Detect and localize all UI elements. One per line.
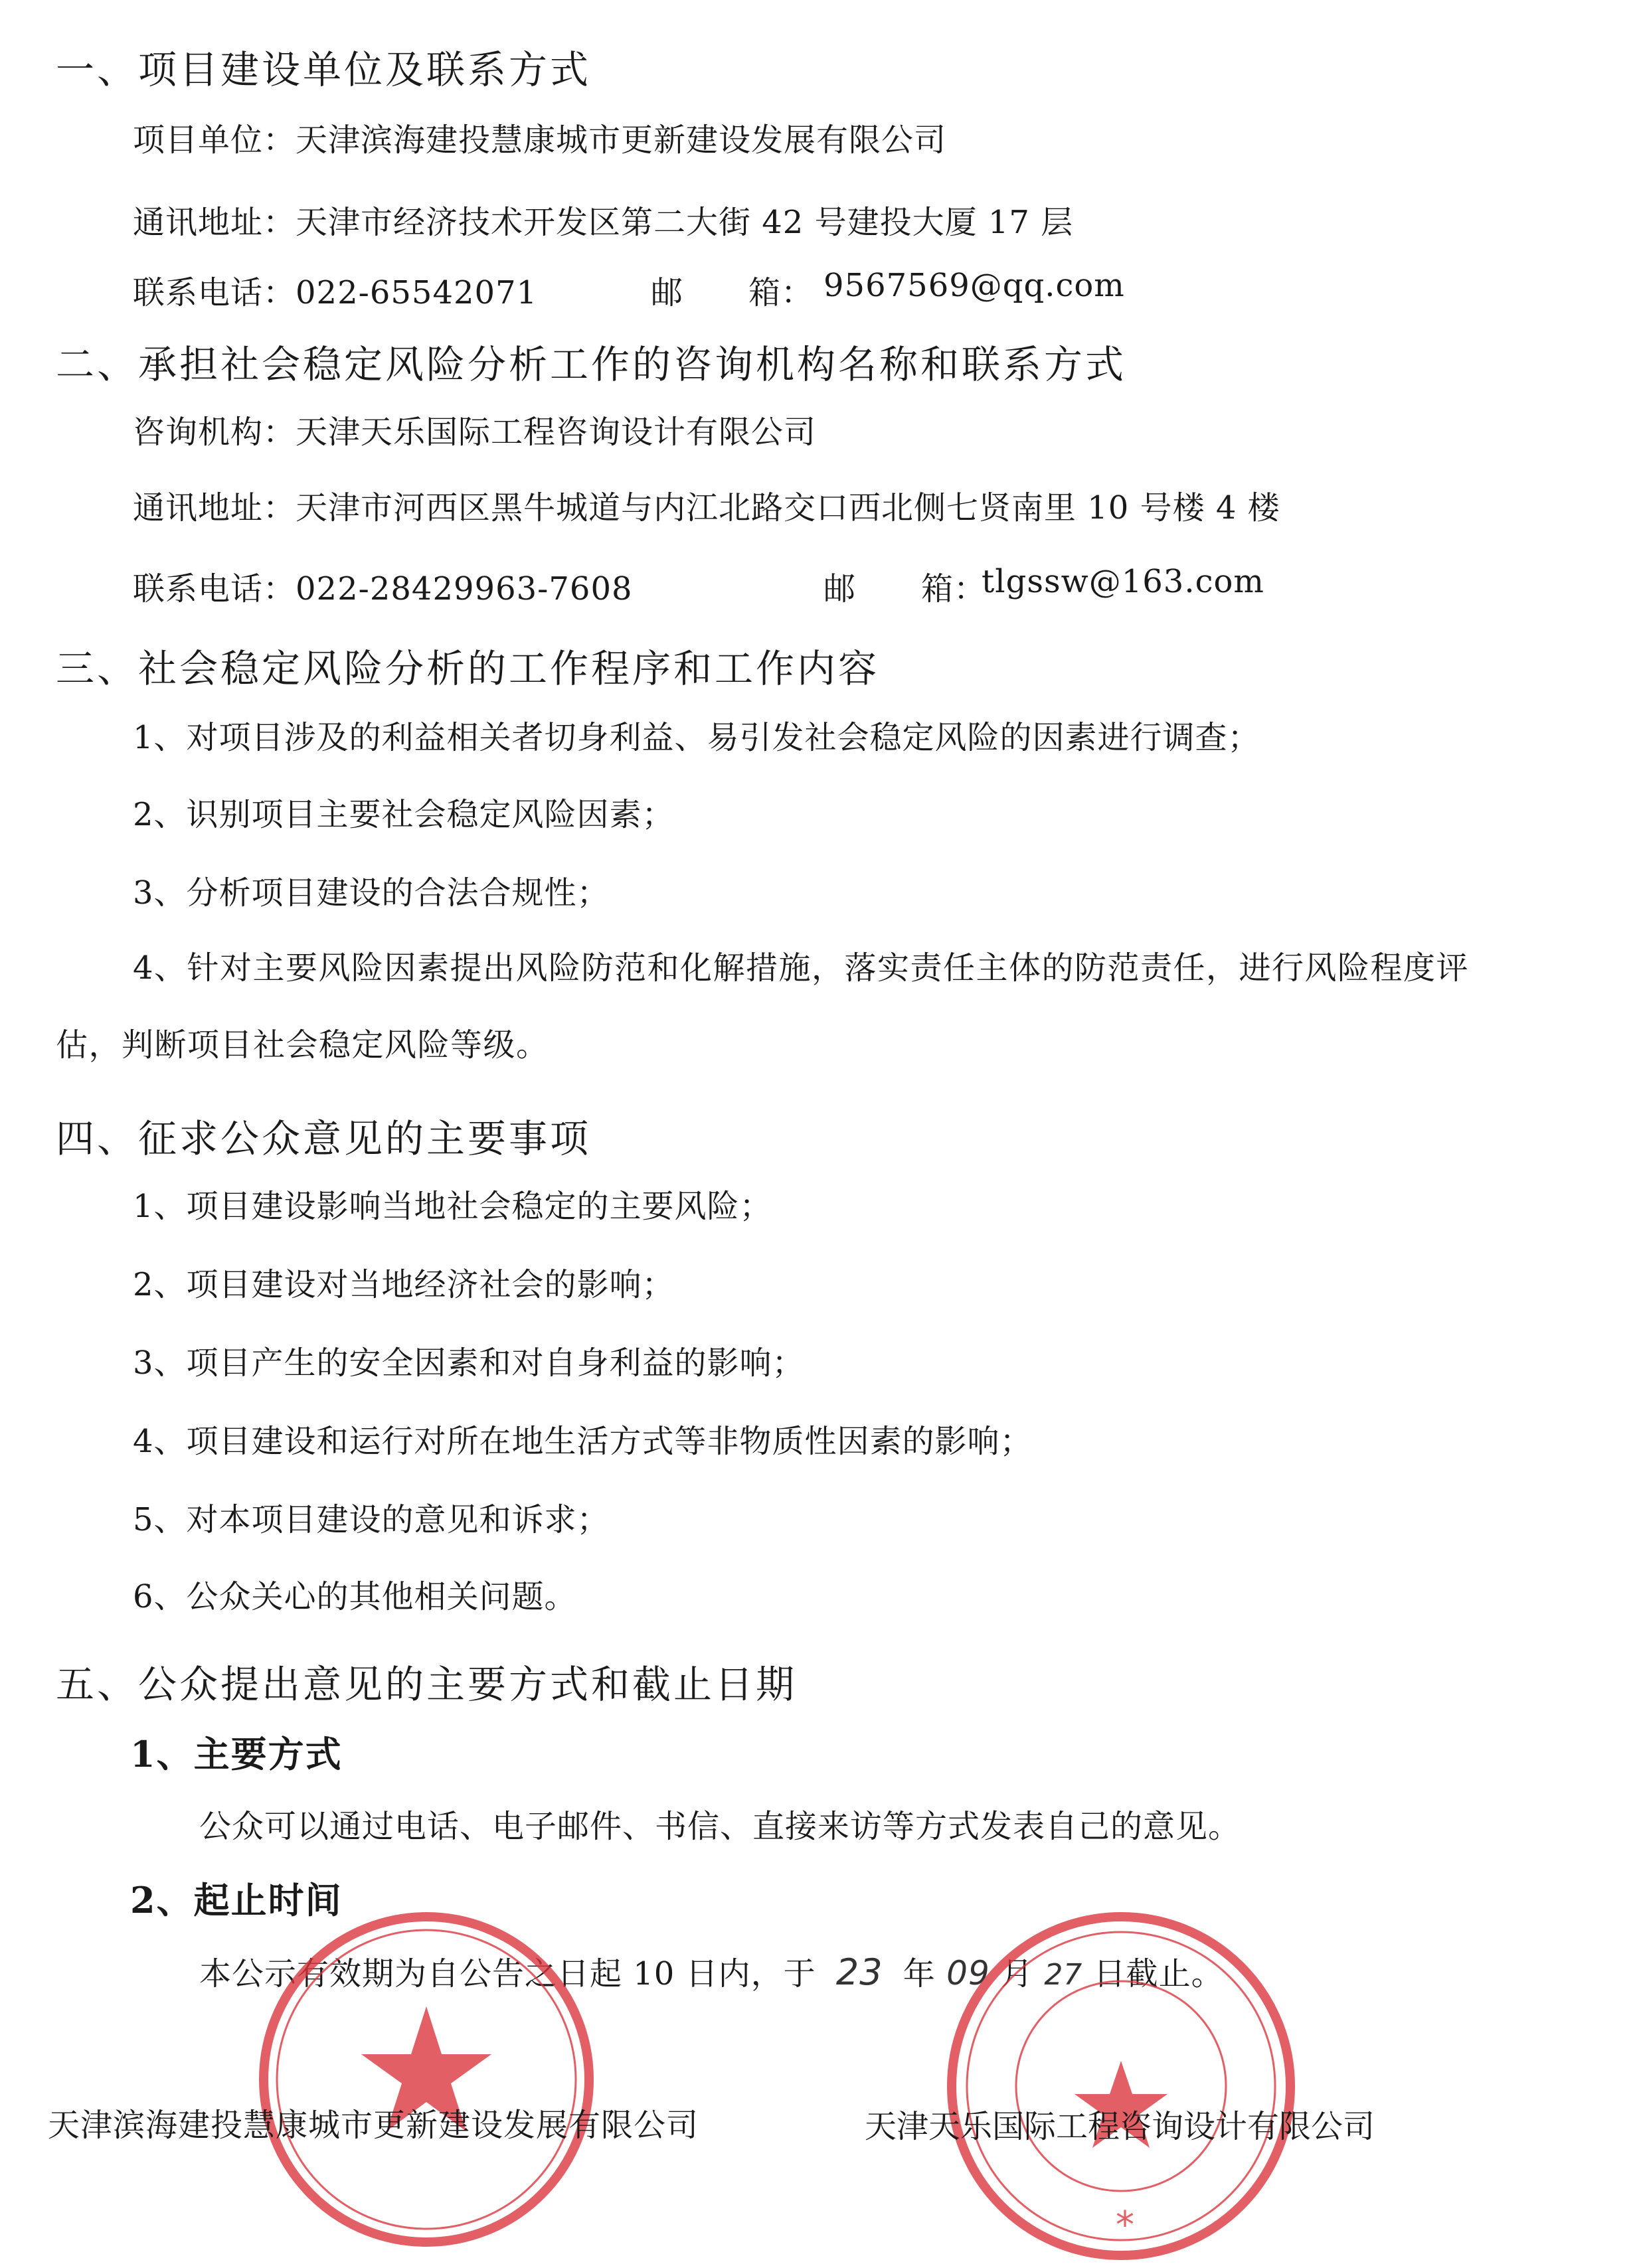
subheading-method: 1、主要方式 <box>130 1733 343 1775</box>
consultant-email: tlgssw@163.com <box>982 563 1264 600</box>
project-email: 9567569@qq.com <box>823 267 1125 304</box>
project-unit: 项目单位：天津滨海建投慧康城市更新建设发展有限公司 <box>133 121 947 159</box>
project-address: 通讯地址：天津市经济技术开发区第二大街 42 号建投大厦 17 层 <box>133 204 1074 241</box>
project-email-label: 邮 箱： <box>651 274 814 311</box>
project-phone: 联系电话：022-65542071 <box>133 274 538 311</box>
consultant-phone: 联系电话：022-28429963-7608 <box>133 570 633 608</box>
list-item: 1、项目建设影响当地社会稳定的主要风险； <box>133 1188 772 1225</box>
list-item: 2、识别项目主要社会稳定风险因素； <box>133 796 675 833</box>
deadline-prefix: 本公示有效期为自公告之日起 10 日内，于 <box>199 1955 816 1992</box>
signature-right-company: 天津天乐国际工程咨询设计有限公司 <box>865 2108 1375 2145</box>
list-item: 2、项目建设对当地经济社会的影响； <box>133 1266 675 1303</box>
list-item: 3、项目产生的安全因素和对自身利益的影响； <box>133 1344 805 1382</box>
section-4-heading: 四、征求公众意见的主要事项 <box>56 1116 592 1161</box>
list-item: 6、公众关心的其他相关问题。 <box>133 1578 577 1615</box>
consultant-address: 通讯地址：天津市河西区黑牛城道与内江北路交口西北侧七贤南里 10 号楼 4 楼 <box>133 489 1280 526</box>
left-company-seal <box>254 1907 599 2252</box>
deadline-month-mark: 月 <box>1001 1955 1034 1992</box>
deadline-month: 09 <box>946 1954 990 1992</box>
consultant-email-label: 邮 箱： <box>823 570 987 608</box>
subheading-period: 2、起止时间 <box>130 1879 343 1921</box>
section-1-heading: 一、项目建设单位及联系方式 <box>56 47 592 92</box>
list-item: 3、分析项目建设的合法合规性； <box>133 874 610 912</box>
section-5-heading: 五、公众提出意见的主要方式和截止日期 <box>56 1662 798 1707</box>
deadline-suffix: 日截止。 <box>1093 1955 1224 1992</box>
list-item: 1、对项目涉及的利益相关者切身利益、易引发社会稳定风险的因素进行调查； <box>133 719 1260 756</box>
list-item: 5、对本项目建设的意见和诉求； <box>133 1501 610 1538</box>
section-3-heading: 三、社会稳定风险分析的工作程序和工作内容 <box>56 646 880 691</box>
deadline-year: 23 <box>835 1951 883 1993</box>
list-item: 4、项目建设和运行对所在地生活方式等非物质性因素的影响； <box>133 1423 1033 1460</box>
svg-text:*: * <box>1116 2204 1134 2247</box>
signature-left-company: 天津滨海建投慧康城市更新建设发展有限公司 <box>48 2107 699 2144</box>
deadline-day: 27 <box>1044 1958 1083 1992</box>
list-item: 4、针对主要风险因素提出风险防范和化解措施，落实责任主体的防范责任，进行风险程度评估，判断项目社会稳定风险等级。 <box>56 949 1470 1064</box>
right-company-seal <box>942 1907 1300 2265</box>
method-text: 公众可以通过电话、电子邮件、书信、直接来访等方式发表自己的意见。 <box>199 1808 1241 1845</box>
section-2-heading: 二、承担社会稳定风险分析工作的咨询机构名称和联系方式 <box>56 342 1127 387</box>
deadline-year-mark: 年 <box>903 1955 936 1992</box>
consultant-org: 咨询机构：天津天乐国际工程咨询设计有限公司 <box>133 414 817 451</box>
